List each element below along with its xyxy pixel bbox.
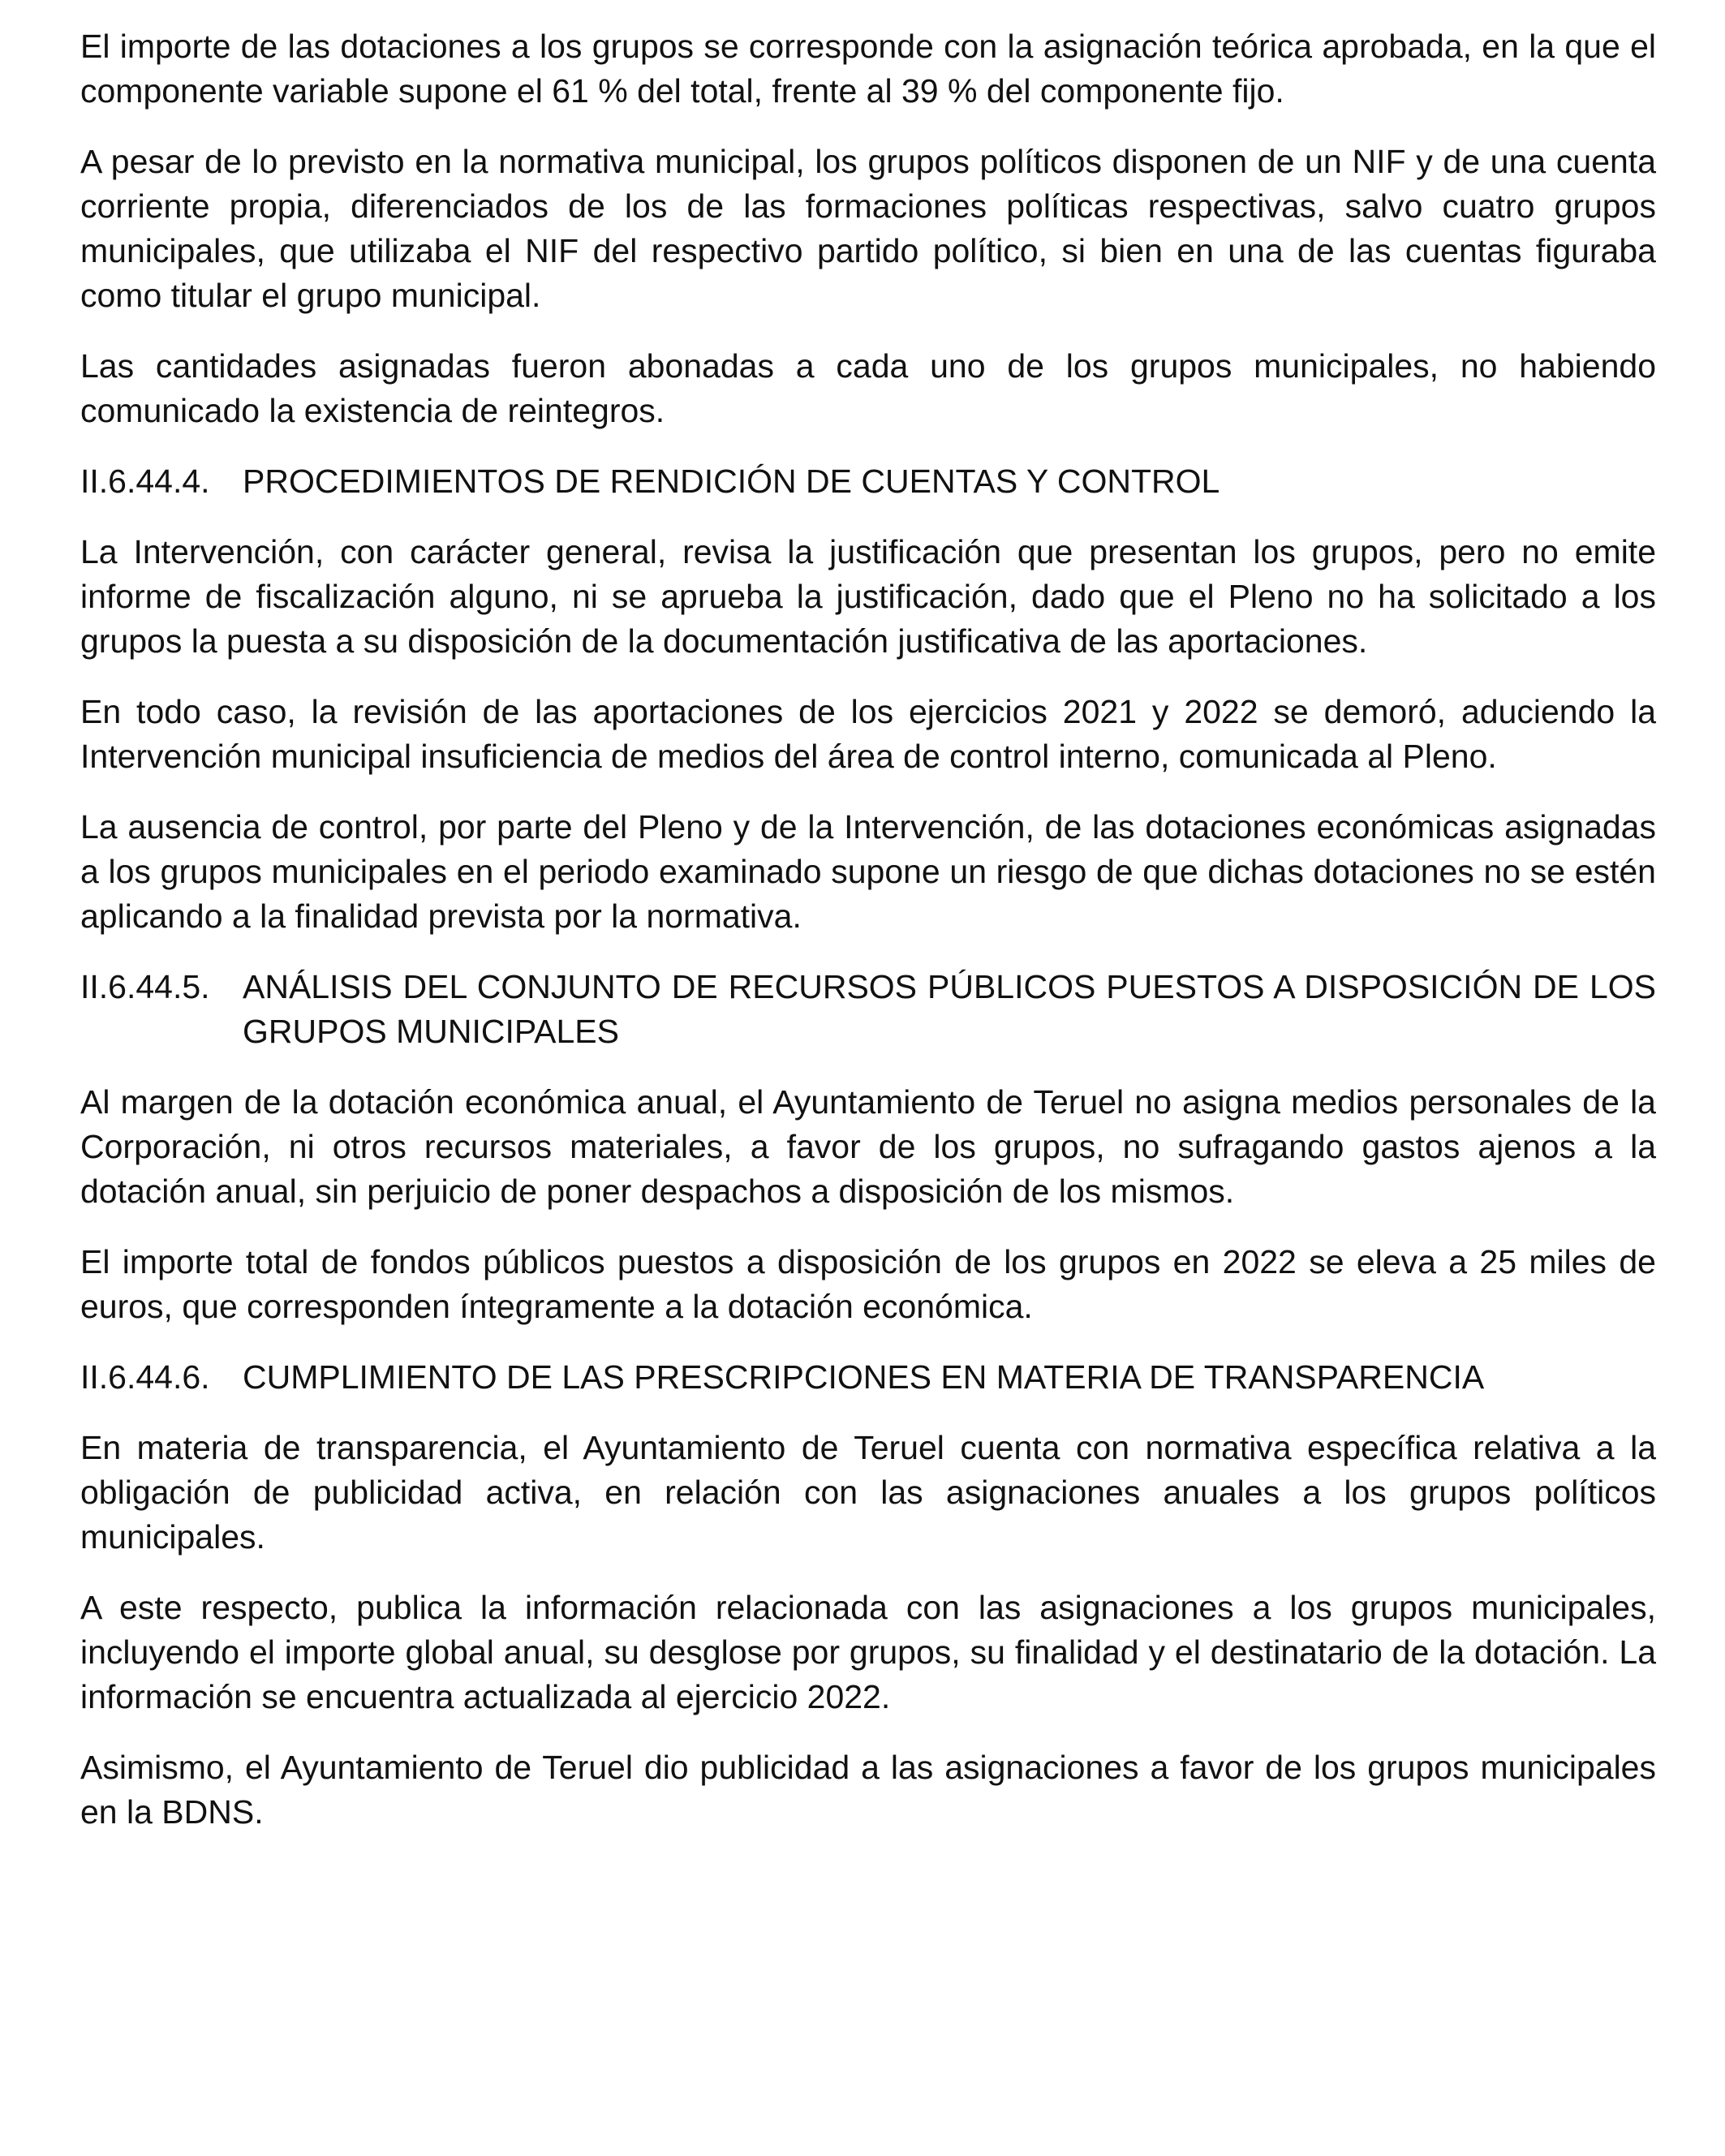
section-number: II.6.44.6. <box>80 1358 210 1396</box>
section-heading-recursos-publicos <box>80 965 1656 1054</box>
paragraph-dotaciones-importe: El importe de las dotaciones a los grupos se corresponde con la asignación teórica aprobada, en la que el componente variable supone el 61 % del total, frente al 39 % del componente fijo. <box>80 28 1656 110</box>
section-number: II.6.44.4. <box>80 463 210 500</box>
section-title: CUMPLIMIENTO DE LAS PRESCRIPCIONES EN MATERIA DE TRANSPARENCIA <box>243 1358 1485 1396</box>
paragraph-importe-total: El importe total de fondos públicos puestos a disposición de los grupos en 2022 se eleva a 25 miles de euros, que corresponden íntegramente a la dotación económica. <box>80 1243 1656 1325</box>
section-title: ANÁLISIS DEL CONJUNTO DE RECURSOS PÚBLICOS PUESTOS A DISPOSICIÓN DE LOS GRUPOS MUNICIPALES <box>243 968 1656 1050</box>
section-title: PROCEDIMIENTOS DE RENDICIÓN DE CUENTAS Y CONTROL <box>243 463 1220 500</box>
paragraph-revision-demora: En todo caso, la revisión de las aportaciones de los ejercicios 2021 y 2022 se demoró, aduciendo la Intervención municipal insuficiencia de medios del área de control interno, comunicada al Pleno. <box>80 693 1656 775</box>
section-heading-rendicion-cuentas <box>80 459 1656 504</box>
paragraph-medios-personales: Al margen de la dotación económica anual, el Ayuntamiento de Teruel no asigna medios personales de la Corporación, ni otros recursos materiales, a favor de los grupos, no sufragando gastos ajenos a la dotación anual, sin perjuicio de poner despachos a disposición de los mismos. <box>80 1083 1656 1210</box>
paragraph-intervencion-revision: La Intervención, con carácter general, revisa la justificación que presentan los grupos, pero no emite informe de fiscalización alguno, ni se aprueba la justificación, dado que el Pleno no ha solicitado a los grupos la puesta a su disposición de la documentación justificativa de las aportaciones. <box>80 533 1656 660</box>
paragraph-ausencia-control: La ausencia de control, por parte del Pleno y de la Intervención, de las dotaciones económicas asignadas a los grupos municipales en el periodo examinado supone un riesgo de que dichas dotaciones no se estén aplicando a la finalidad prevista por la normativa. <box>80 808 1656 935</box>
paragraph-publicacion-informacion: A este respecto, publica la información relacionada con las asignaciones a los grupos municipales, incluyendo el importe global anual, su desglose por grupos, su finalidad y el destinatario de la dotación. La información se encuentra actualizada al ejercicio 2022. <box>80 1589 1656 1715</box>
document-page <box>80 24 1656 1861</box>
section-number: II.6.44.5. <box>80 968 210 1005</box>
paragraph-reintegros: Las cantidades asignadas fueron abonadas a cada uno de los grupos municipales, no habiendo comunicado la existencia de reintegros. <box>80 347 1656 429</box>
paragraph-normativa-transparencia: En materia de transparencia, el Ayuntamiento de Teruel cuenta con normativa específica relativa a la obligación de publicidad activa, en relación con las asignaciones anuales a los grupos políticos municipales. <box>80 1429 1656 1556</box>
paragraph-bdns: Asimismo, el Ayuntamiento de Teruel dio publicidad a las asignaciones a favor de los grupos municipales en la BDNS. <box>80 1749 1656 1831</box>
paragraph-nif-cuenta: A pesar de lo previsto en la normativa municipal, los grupos políticos disponen de un NIF y de una cuenta corriente propia, diferenciados de los de las formaciones políticas respectivas, salvo cuatro grupos municipales, que utilizaba el NIF del respectivo partido político, si bien en una de las cuentas figuraba como titular el grupo municipal. <box>80 143 1656 314</box>
section-heading-transparencia <box>80 1355 1656 1400</box>
